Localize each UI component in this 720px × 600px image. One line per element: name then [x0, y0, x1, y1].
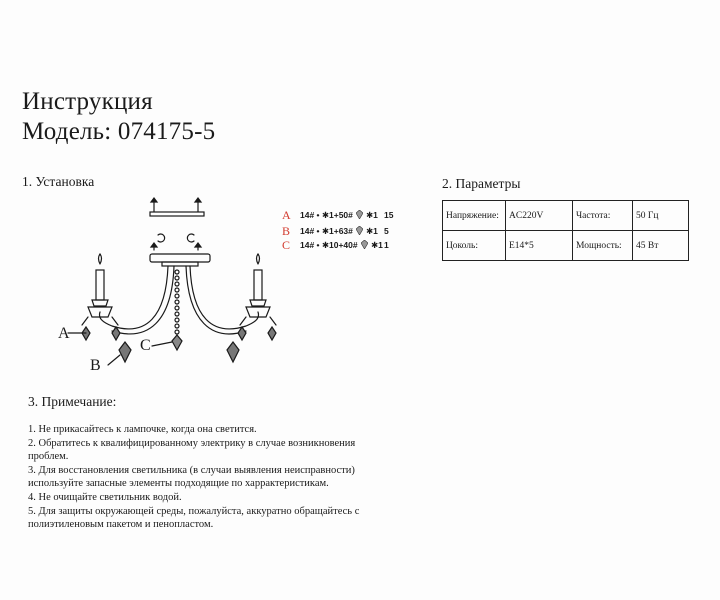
crystal-icon [356, 210, 363, 220]
notes-list [28, 423, 408, 532]
part-qty: ✱1 [366, 226, 378, 236]
param-value-voltage: AC220V [506, 201, 573, 231]
part-spec: 14# • ✱1+63# [300, 226, 353, 236]
label-c: C [140, 337, 151, 354]
center-pendant [172, 335, 182, 350]
param-value-power: 45 Вт [633, 231, 689, 261]
part-letter: B [282, 224, 291, 238]
parameters-heading: 2. Параметры [442, 176, 521, 191]
param-label-voltage: Напряжение: [443, 201, 506, 231]
installation-heading: 1. Установка [22, 174, 95, 189]
mounting-bracket [150, 198, 204, 250]
chandelier-diagram [50, 192, 290, 382]
label-a: A [58, 325, 70, 342]
param-label-power: Мощность: [573, 231, 633, 261]
model-number: Модель: 074175-5 [22, 118, 216, 145]
label-b: B [90, 357, 101, 374]
part-total: 15 [384, 210, 394, 220]
parameters-table [442, 200, 689, 261]
param-label-socket: Цоколь: [443, 231, 506, 261]
part-total: 1 [384, 240, 389, 250]
left-drop-crystal [119, 342, 131, 362]
table-row [443, 201, 689, 231]
page-title: Инструкция [22, 88, 153, 115]
part-spec: 14# • ✱10+40# [300, 240, 358, 250]
part-total: 5 [384, 226, 389, 236]
part-qty: ✱1 [366, 210, 378, 220]
part-letter: C [282, 238, 291, 252]
canopy [150, 254, 210, 262]
param-value-frequency: 50 Гц [633, 201, 689, 231]
crystal-icon [361, 240, 368, 250]
param-value-socket: E14*5 [506, 231, 573, 261]
notes-heading: 3. Примечание: [28, 394, 117, 409]
table-row [443, 231, 689, 261]
part-spec: 14# • ✱1+50# [300, 210, 353, 220]
note-line: используйте запасные элементы подходящие по харрактеристикам. [28, 478, 329, 490]
note-line: 4. Не очищайте светильник водой. [28, 491, 182, 503]
note-line: 3. Для восстановления светильника (в случаи выявления неисправности) [28, 464, 355, 476]
part-qty: ✱1 [371, 240, 383, 250]
left-arm [100, 266, 169, 329]
crystal-icon [356, 226, 363, 236]
note-line: 1. Не прикасайтесь к лампочке, когда она светится. [28, 424, 257, 435]
right-drop-crystal [227, 342, 239, 362]
crystal-chain [175, 270, 179, 334]
part-letter: A [282, 208, 291, 222]
param-label-frequency: Частота: [573, 201, 633, 231]
note-line: проблем. [28, 451, 69, 463]
note-line: 2. Обратитесь к квалифицированному электрику в случае возникновения [28, 437, 356, 449]
note-line: 5. Для защиты окружающей среды, пожалуйста, аккуратно обращайтесь с [28, 505, 360, 517]
note-line: полиэтиленовым пакетом и пенопластом. [28, 519, 214, 531]
